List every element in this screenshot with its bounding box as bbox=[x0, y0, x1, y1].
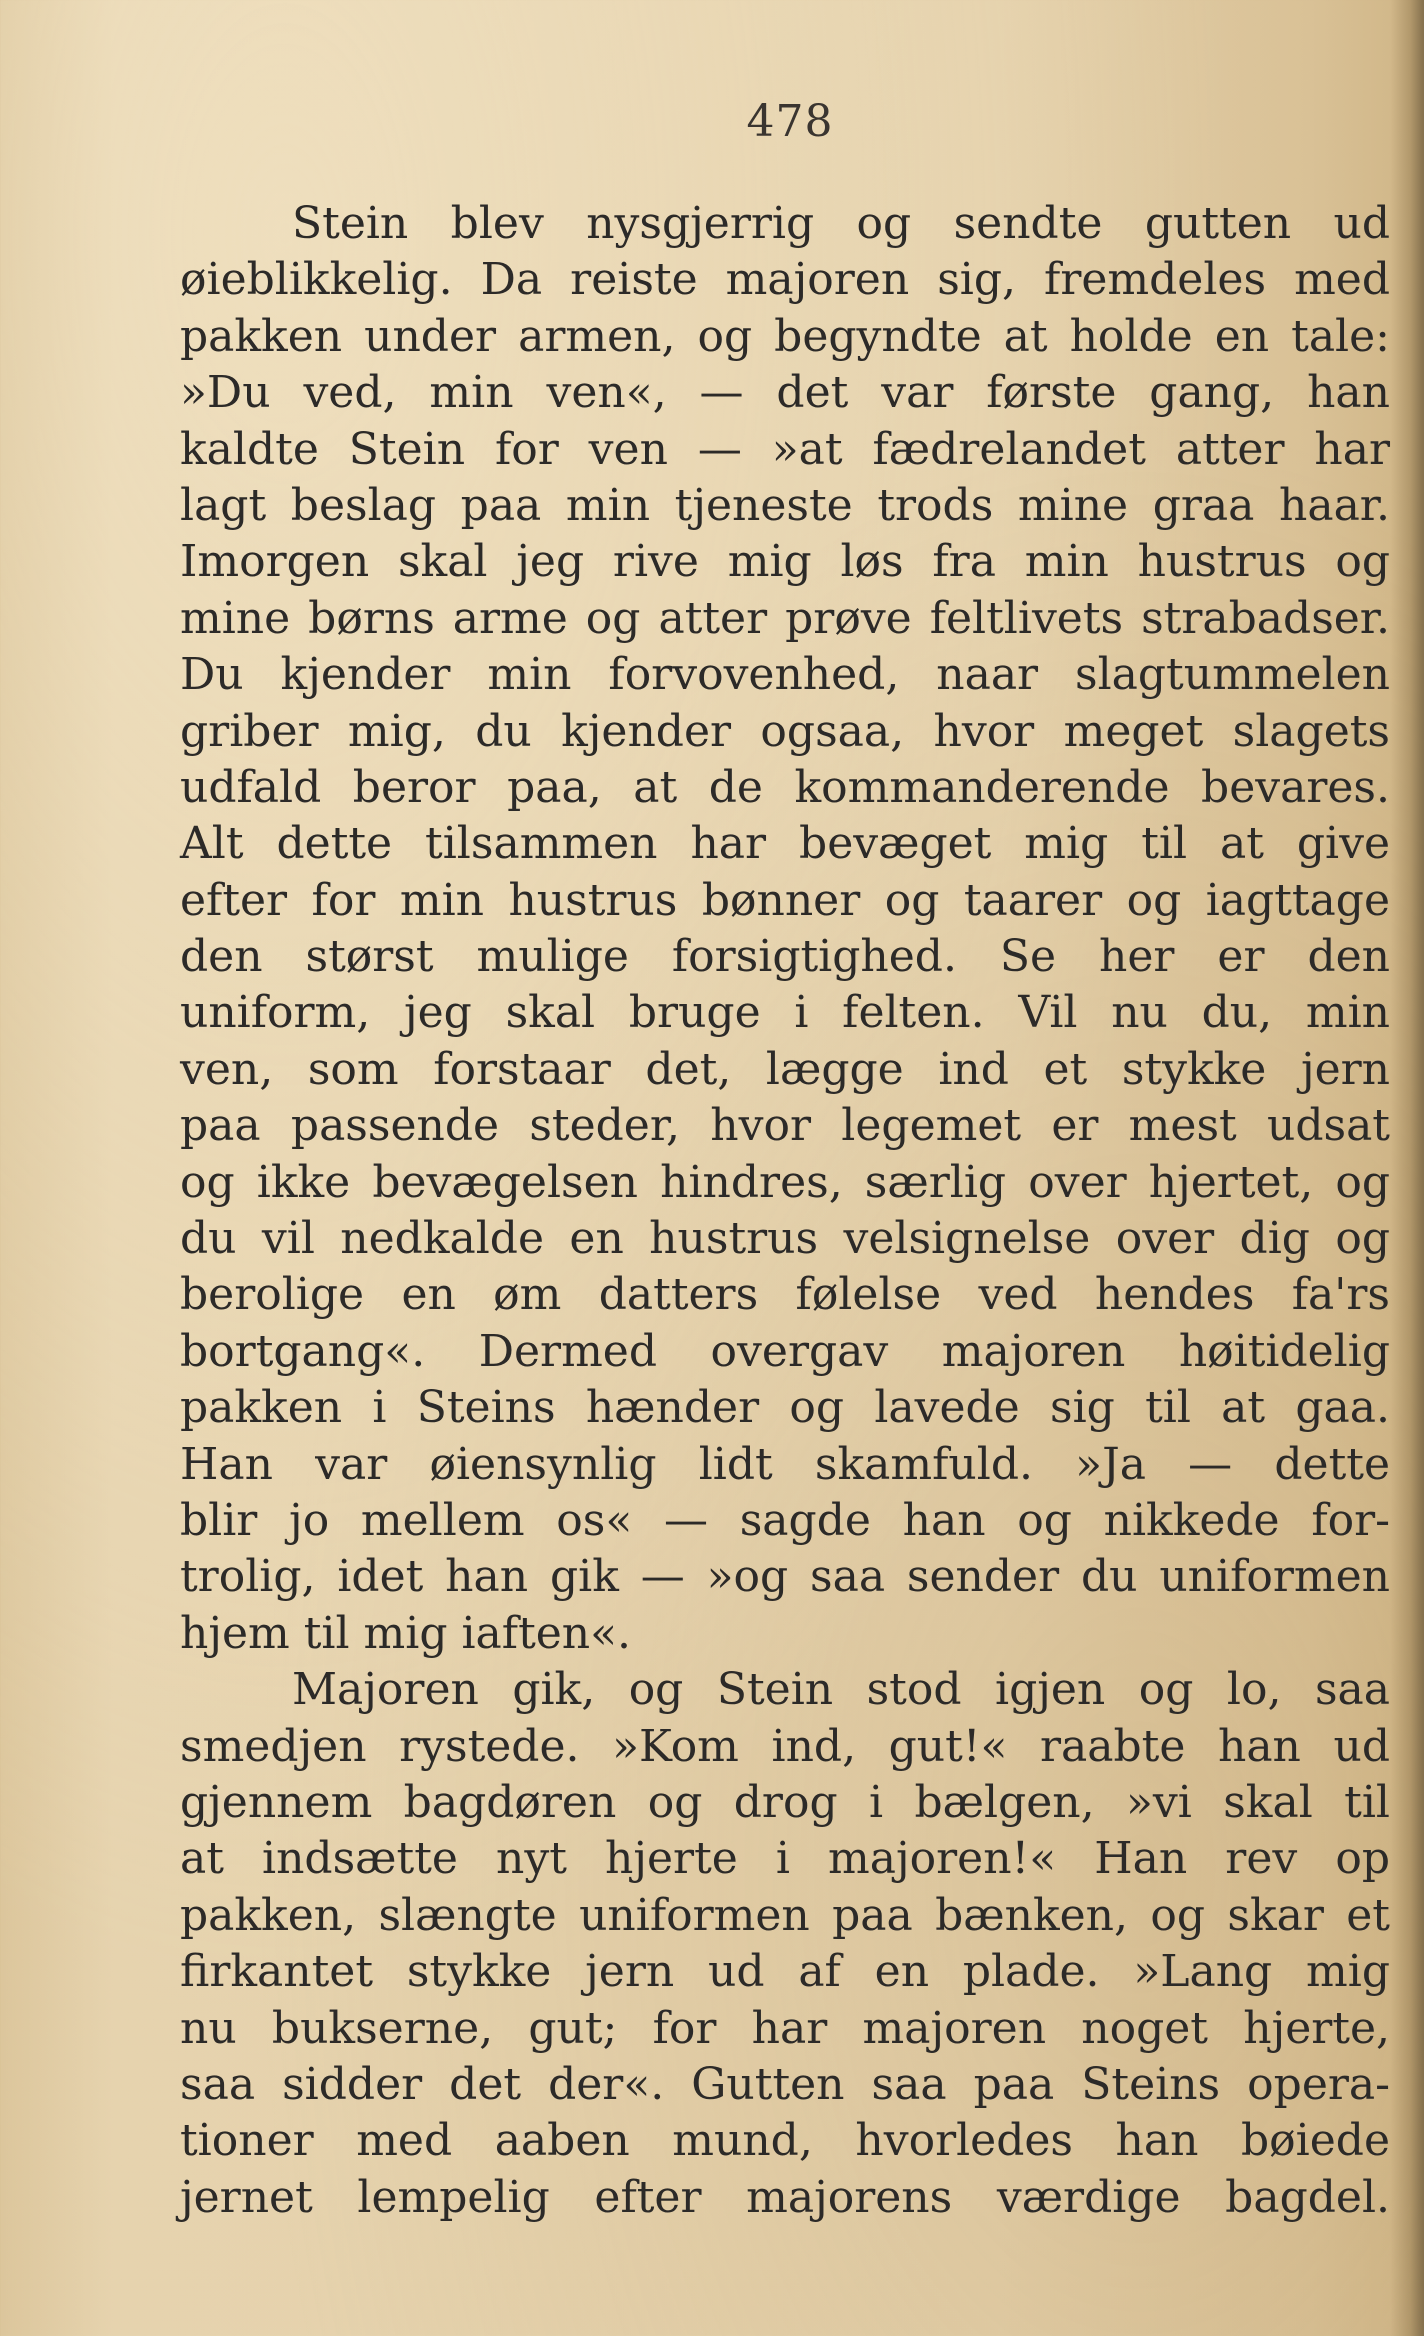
text-line: Majoren gik, og Stein stod igjen og lo, saa bbox=[292, 1664, 1390, 1716]
text-line: lagt beslag paa min tjeneste trods mine graa haar. bbox=[180, 479, 1390, 531]
text-line: den størst mulige forsigtighed. Se her er den bbox=[180, 931, 1390, 983]
text-line: gjennem bagdøren og drog i bælgen, »vi skal til bbox=[180, 1776, 1390, 1828]
text-line: smedjen rystede. »Kom ind, gut!« raabte han ud bbox=[180, 1720, 1390, 1772]
text-line: tioner med aaben mund, hvorledes han bøiede bbox=[180, 2115, 1390, 2167]
body-text bbox=[180, 196, 1390, 2226]
text-line: Stein blev nysgjerrig og sendte gutten ud bbox=[292, 198, 1390, 249]
text-line: pakken i Steins hænder og lavede sig til at gaa. bbox=[180, 1382, 1390, 1434]
text-line: Alt dette tilsammen har bevæget mig til at give bbox=[180, 818, 1390, 870]
text-line: kaldte Stein for ven — »at fædrelandet atter har bbox=[180, 423, 1390, 475]
text-line: Imorgen skal jeg rive mig løs fra min hustrus og bbox=[180, 536, 1390, 588]
text-line: »Du ved, min ven«, — det var første gang, han bbox=[180, 367, 1390, 419]
text-line: hjem til mig iaften«. bbox=[180, 1607, 632, 1659]
text-line: pakken under armen, og begyndte at holde en tale: bbox=[180, 310, 1390, 362]
text-line: udfald beror paa, at de kommanderende bevares. bbox=[180, 761, 1390, 813]
text-line: berolige en øm datters følelse ved hendes fa'rs bbox=[180, 1269, 1390, 1321]
text-line: Han var øiensynlig lidt skamfuld. »Ja — dette bbox=[180, 1438, 1390, 1490]
text-line: Du kjender min forvovenhed, naar slagtummelen bbox=[180, 649, 1390, 701]
text-line: griber mig, du kjender ogsaa, hvor meget slagets bbox=[180, 705, 1390, 757]
text-line: paa passende steder, hvor legemet er mest udsat bbox=[180, 1100, 1390, 1152]
text-line: efter for min hustrus bønner og taarer og iagttage bbox=[180, 874, 1390, 926]
text-line: jernet lempelig efter majorens værdige bagdel. bbox=[180, 2171, 1390, 2223]
text-line: at indsætte nyt hjerte i majoren!« Han rev op bbox=[180, 1833, 1390, 1885]
text-line: du vil nedkalde en hustrus velsignelse over dig og bbox=[180, 1213, 1390, 1265]
text-line: ven, som forstaar det, lægge ind et stykke jern bbox=[180, 1043, 1390, 1095]
text-line: firkantet stykke jern ud af en plade. »Lang mig bbox=[180, 1946, 1390, 1998]
text-line: og ikke bevægelsen hindres, særlig over hjertet, og bbox=[180, 1156, 1390, 1208]
text-line: uniform, jeg skal bruge i felten. Vil nu du, min bbox=[180, 987, 1390, 1039]
page-edge-shadow bbox=[1390, 0, 1424, 2336]
text-line: pakken, slængte uniformen paa bænken, og skar et bbox=[180, 1889, 1390, 1941]
text-line: mine børns arme og atter prøve feltlivets strabadser. bbox=[180, 592, 1390, 644]
text-line: saa sidder det der«. Gutten saa paa Steins opera- bbox=[180, 2058, 1390, 2110]
text-line: bortgang«. Dermed overgav majoren høitidelig bbox=[180, 1325, 1390, 1377]
text-line: øieblikkelig. Da reiste majoren sig, fremdeles med bbox=[180, 254, 1390, 306]
text-line: blir jo mellem os« — sagde han og nikkede for- bbox=[180, 1494, 1390, 1546]
page-number: 478 bbox=[746, 96, 834, 147]
text-line: nu bukserne, gut; for har majoren noget hjerte, bbox=[180, 2002, 1390, 2054]
text-line: trolig, idet han gik — »og saa sender du uniformen bbox=[180, 1551, 1390, 1603]
